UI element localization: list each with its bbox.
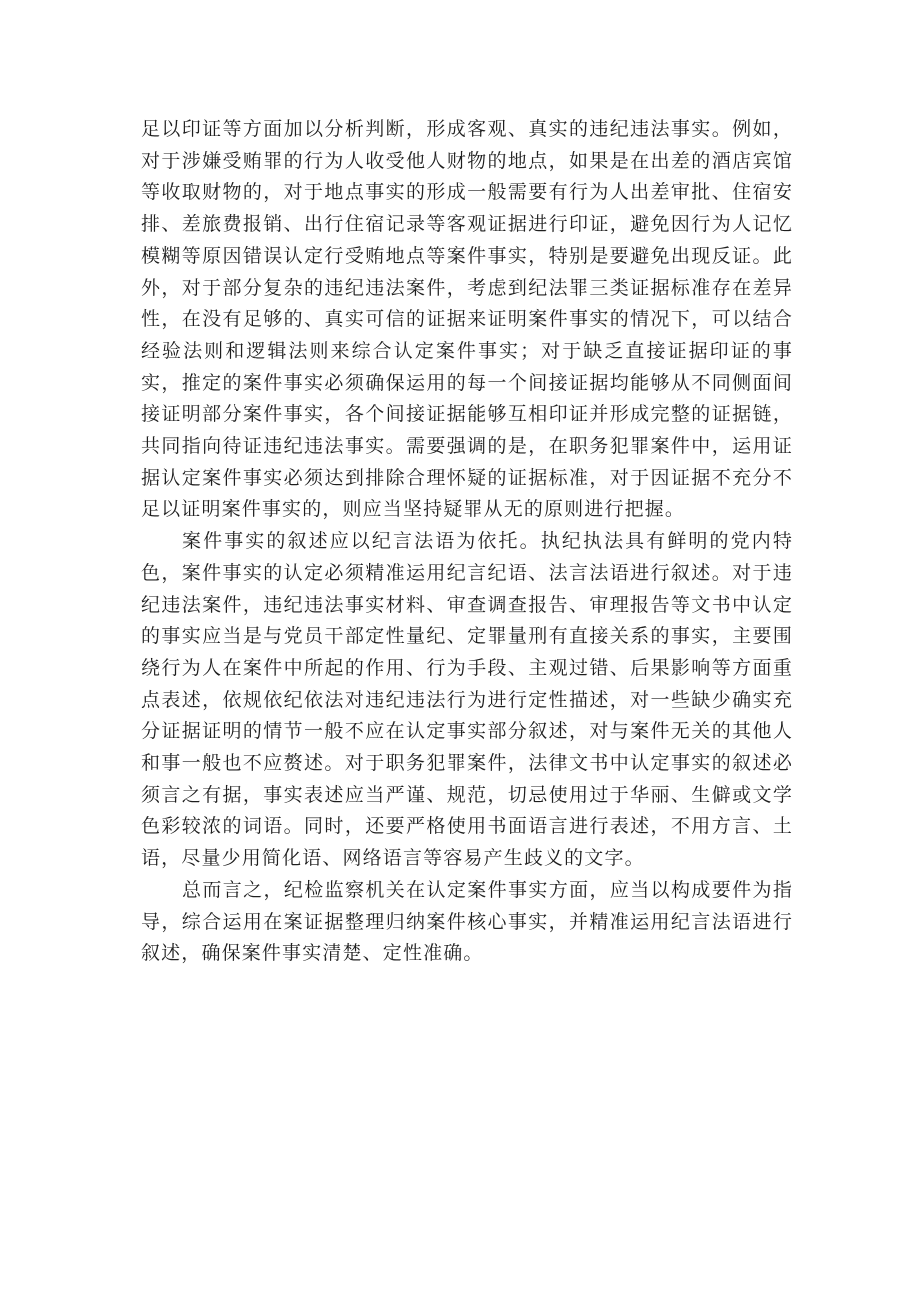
paragraph-1: 足以印证等方面加以分析判断，形成客观、真实的违纪违法事实。例如，对于涉嫌受贿罪的行为人收受他人财物的地点，如果是在出差的酒店宾馆等收取财物的，对于地点事实的形成一般需要有行为人出差审批、住宿安排、差旅费报销、出行住宿记录等客观证据进行印证，避免因行为人记忆模糊等原因错误认定行受贿地点等案件事实，特别是要避免出现反证。此外，对于部分复杂的违纪违法案件，考虑到纪法罪三类证据标准存在差异性，在没有足够的、真实可信的证据来证明案件事实的情况下，可以结合经验法则和逻辑法则来综合认定案件事实；对于缺乏直接证据印证的事实，推定的案件事实必须确保运用的每一个间接证据均能够从不同侧面间接证明部分案件事实，各个间接证据能够互相印证并形成完整的证据链，共同指向待证违纪违法事实。需要强调的是，在职务犯罪案件中，运用证据认定案件事实必须达到排除合理怀疑的证据标准，对于因证据不充分不足以证明案件事实的，则应当坚持疑罪从无的原则进行把握。 [141, 118, 793, 521]
document-body [141, 114, 793, 970]
paragraph-2: 案件事实的叙述应以纪言法语为依托。执纪执法具有鲜明的党内特色，案件事实的认定必须精准运用纪言纪语、法言法语进行叙述。对于违纪违法案件，违纪违法事实材料、审查调查报告、审理报告等文书中认定的事实应当是与党员干部定性量纪、定罪量刑有直接关系的事实，主要围绕行为人在案件中所起的作用、行为手段、主观过错、后果影响等方面重点表述，依规依纪依法对违纪违法行为进行定性描述，对一些缺少确实充分证据证明的情节一般不应在认定事实部分叙述，对与案件无关的其他人和事一般也不应赘述。对于职务犯罪案件，法律文书中认定事实的叙述必须言之有据，事实表述应当严谨、规范，切忌使用过于华丽、生僻或文学色彩较浓的词语。同时，还要严格使用书面语言进行表述，不用方言、土语，尽量少用简化语、网络语言等容易产生歧义的文字。 [141, 530, 793, 870]
paragraph-3: 总而言之，纪检监察机关在认定案件事实方面，应当以构成要件为指导，综合运用在案证据整理归纳案件核心事实，并精准运用纪言法语进行叙述，确保案件事实清楚、定性准确。 [141, 878, 793, 965]
